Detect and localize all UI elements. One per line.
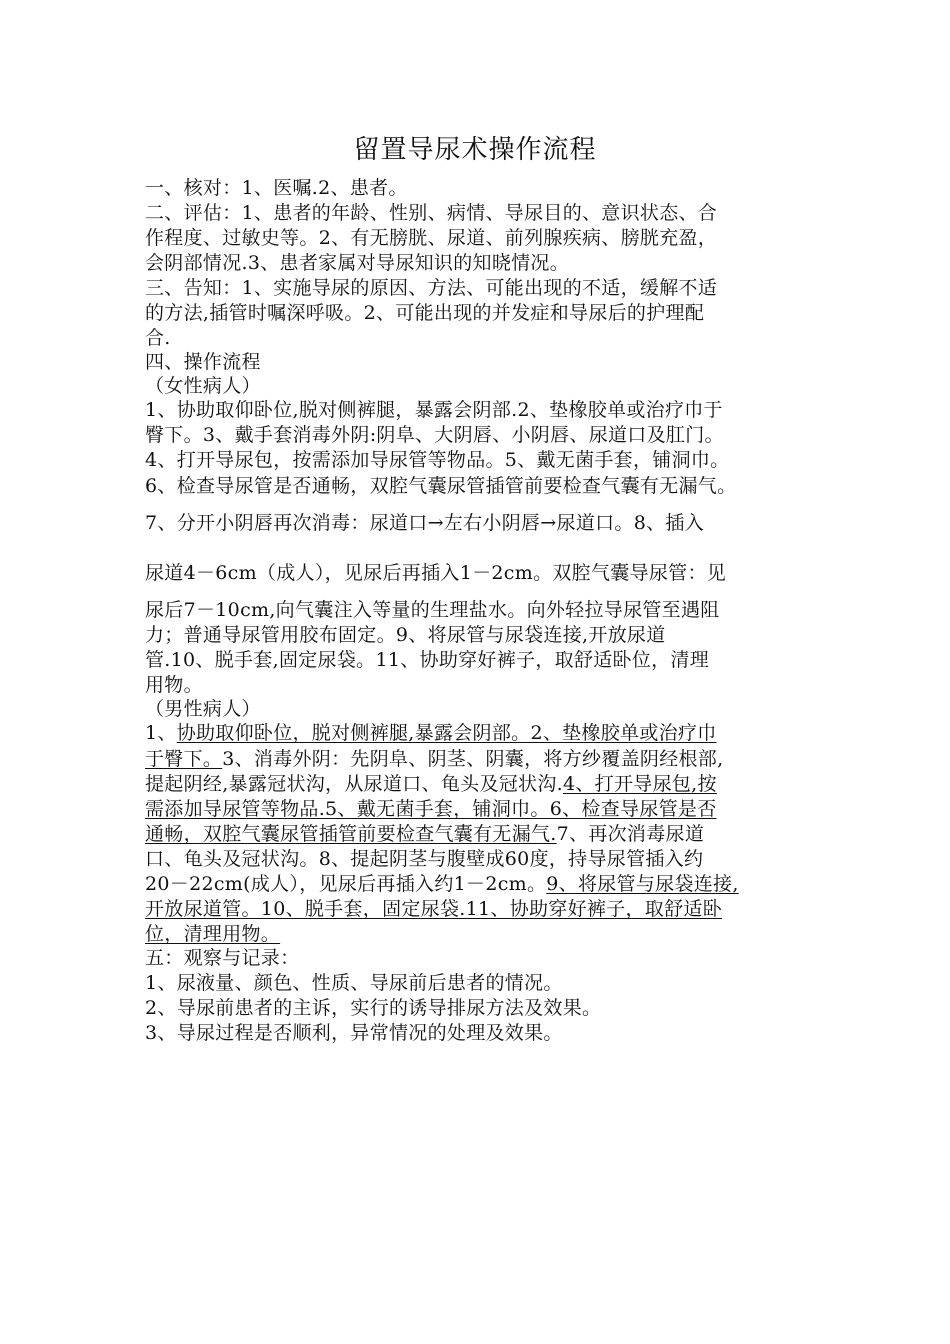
underlined-text: 4、打开导尿包,按 bbox=[562, 773, 717, 795]
text-line bbox=[145, 448, 729, 472]
text-line bbox=[145, 721, 717, 745]
line-text: 管.10、脱手套,固定尿袋。11、协助穿好裤子，取舒适卧位，清理 bbox=[145, 649, 710, 671]
line-text: 7、分开小阴唇再次消毒：尿道口→左右小阴唇→尿道口。8、插入 bbox=[145, 512, 705, 534]
text-line bbox=[145, 971, 563, 995]
line-text: 20－22cm(成人），见尿后再插入约1－2cm。 bbox=[145, 873, 547, 895]
text-line bbox=[145, 474, 736, 498]
text-line bbox=[145, 251, 569, 275]
line-text: 的方法,插管时嘱深呼吸。2、可能出现的并发症和导尿后的护理配 bbox=[145, 302, 705, 324]
underlined-text: 9、将尿管与尿袋连接, bbox=[546, 873, 739, 895]
line-text: 6、检查导尿管是否通畅，双腔气囊尿管插管前要检查气囊有无漏气。 bbox=[145, 475, 737, 497]
text-line bbox=[145, 897, 722, 921]
text-line bbox=[145, 423, 724, 447]
text-line bbox=[145, 276, 717, 300]
line-text: 五：观察与记录： bbox=[145, 947, 300, 969]
text-line bbox=[145, 648, 709, 672]
text-line bbox=[145, 847, 703, 871]
underlined-text: 开放尿道管。10、脱手套，固定尿袋.11、协助穿好裤子，取舒适卧 bbox=[145, 898, 722, 920]
line-text: 臀下。3、戴手套消毒外阴:阴阜、大阴唇、小阴唇、尿道口及肛门。 bbox=[145, 424, 724, 446]
text-line bbox=[145, 996, 601, 1020]
underlined-text: 通畅，双腔气囊尿管插管前要检查气囊有无漏气. bbox=[145, 823, 557, 845]
text-line bbox=[145, 598, 720, 622]
line-text: 尿后7－10cm,向气囊注入等量的生理盐水。向外轻拉导尿管至遇阻 bbox=[145, 599, 720, 621]
text-line bbox=[145, 398, 723, 422]
line-text: 1、尿液量、颜色、性质、导尿前后患者的情况。 bbox=[145, 972, 563, 994]
line-text: 合. bbox=[145, 327, 171, 349]
underlined-text: 位，清理用物。 bbox=[145, 923, 281, 945]
text-line bbox=[145, 201, 717, 225]
text-line bbox=[145, 226, 717, 250]
underlined-text: 于臀下。 bbox=[145, 748, 223, 770]
text-line bbox=[145, 772, 717, 796]
text-line bbox=[145, 374, 261, 398]
text-line bbox=[145, 326, 171, 350]
text-line bbox=[145, 176, 408, 200]
text-line bbox=[145, 872, 739, 896]
text-line bbox=[145, 697, 261, 721]
text-line bbox=[145, 511, 704, 535]
text-line bbox=[145, 1021, 563, 1045]
text-line bbox=[145, 747, 723, 771]
line-text: 2、导尿前患者的主诉，实行的诱导排尿方法及效果。 bbox=[145, 997, 602, 1019]
line-text: （女性病人） bbox=[145, 375, 261, 397]
line-text: （男性病人） bbox=[145, 698, 261, 720]
line-text: 尿道4－6cm（成人），见尿后再插入1－2cm。双腔气囊导尿管：见 bbox=[145, 562, 727, 584]
line-text: 会阴部情况.3、患者家属对导尿知识的知晓情况。 bbox=[145, 252, 570, 274]
text-line bbox=[145, 922, 280, 946]
line-text: 用物。 bbox=[145, 674, 203, 696]
line-text: 作程度、过敏史等。2、有无膀胱、尿道、前列腺疾病、膀胱充盈， bbox=[145, 227, 718, 249]
text-line bbox=[145, 946, 299, 970]
underlined-text: 协助取仰卧位，脱对侧裤腿,暴露会阴部。2、垫橡胶单或治疗巾 bbox=[176, 722, 717, 744]
text-line bbox=[145, 822, 704, 846]
line-text: 口、龟头及冠状沟。8、提起阴茎与腹壁成60度，持导尿管插入约 bbox=[145, 848, 704, 870]
text-line bbox=[145, 350, 261, 374]
line-text: 一、核对：1、医嘱.2、患者。 bbox=[145, 177, 408, 199]
line-text: 二、评估：1、患者的年龄、性别、病情、导尿目的、意识状态、合 bbox=[145, 202, 718, 224]
line-text: 提起阴经,暴露冠状沟，从尿道口、龟头及冠状沟. bbox=[145, 773, 563, 795]
line-text: 3、消毒外阴：先阴阜、阴茎、阴囊，将方纱覆盖阴经根部, bbox=[222, 748, 724, 770]
line-text: 1、协助取仰卧位,脱对侧裤腿，暴露会阴部.2、垫橡胶单或治疗巾于 bbox=[145, 399, 723, 421]
underlined-text: 需添加导尿管等物品.5、戴无菌手套，铺洞巾。6、检查导尿管是否 bbox=[145, 798, 717, 820]
line-text: 力；普通导尿管用胶布固定。9、将尿管与尿袋连接,开放尿道 bbox=[145, 624, 666, 646]
document-title: 留置导尿术操作流程 bbox=[353, 135, 597, 165]
text-line bbox=[145, 673, 203, 697]
line-text: 4、打开导尿包，按需添加导尿管等物品。5、戴无菌手套，铺洞巾。 bbox=[145, 449, 730, 471]
text-line bbox=[145, 561, 726, 585]
line-text: 三、告知：1、实施导尿的原因、方法、可能出现的不适，缓解不适 bbox=[145, 277, 718, 299]
line-text: 四、操作流程 bbox=[145, 351, 261, 373]
text-line bbox=[145, 301, 704, 325]
text-line bbox=[145, 797, 717, 821]
line-text: 7、再次消毒尿道 bbox=[556, 823, 705, 845]
line-text: 1、 bbox=[145, 722, 177, 744]
line-text: 3、导尿过程是否顺利，异常情况的处理及效果。 bbox=[145, 1022, 563, 1044]
text-line bbox=[145, 623, 666, 647]
